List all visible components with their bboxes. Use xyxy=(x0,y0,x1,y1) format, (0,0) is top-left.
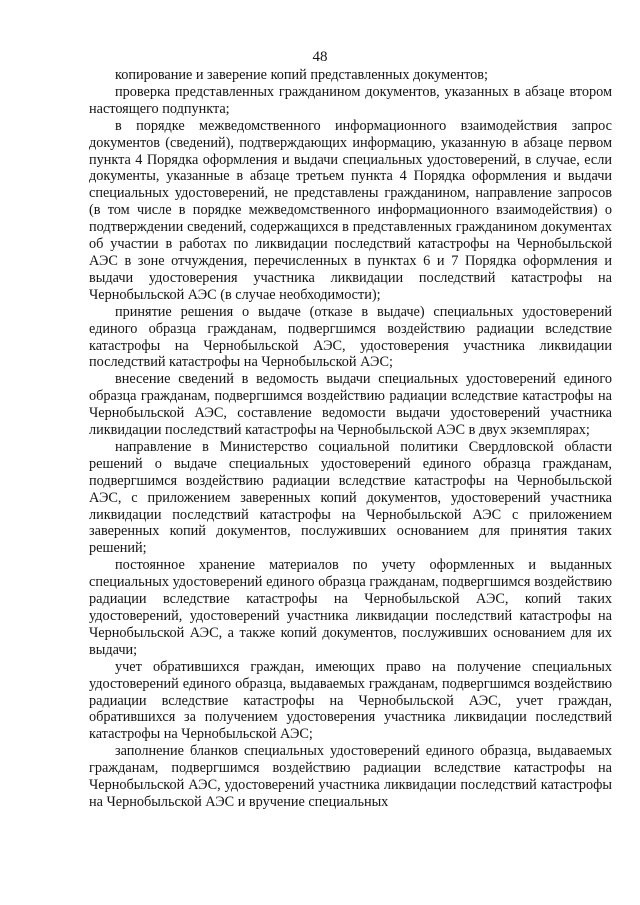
paragraph-8: учет обратившихся граждан, имеющих право на получение специальных удостоверений единого образца, выдаваемых гражданам, подвергшимся воздействию радиации вследствие катастрофы на Чернобыльской АЭС, учет граждан, обратившихся за получением удостоверения участника ликвидации последствий катастрофы на Чернобыльской АЭС; xyxy=(89,658,612,743)
paragraph-9: заполнение бланков специальных удостоверений единого образца, выдаваемых гражданам, подвергшимся воздействию радиации вследствие катастрофы на Чернобыльской АЭС, удостоверений участника ликвидации последствий катастрофы на Чернобыльской АЭС и вручение специальных xyxy=(89,743,612,810)
paragraph-2: проверка представленных гражданином документов, указанных в абзаце втором настоящего подпункта; xyxy=(89,83,612,117)
paragraph-5: внесение сведений в ведомость выдачи специальных удостоверений единого образца гражданам, подвергшимся воздействию радиации вследствие катастрофы на Чернобыльской АЭС, составление ведомости выдачи удостоверений участника ликвидации последствий катастрофы на Чернобыльской АЭС в двух экземплярах; xyxy=(89,371,612,439)
paragraph-4: принятие решения о выдаче (отказе в выдаче) специальных удостоверений единого образца гражданам, подвергшимся воздействию радиации вследствие катастрофы на Чернобыльской АЭС, удостоверения участника ликвидации последствий катастрофы на Чернобыльской АЭС; xyxy=(89,303,612,371)
paragraph-3: в порядке межведомственного информационного взаимодействия запрос документов (сведений), подтверждающих информацию, указанную в абзаце первом пункта 4 Порядка оформления и выдачи специальных удостоверений, в случае, если документы, указанные в абзаце третьем пункта 4 Порядка оформления и выдачи специальных удостоверений, не представлены гражданином, направление запросов (в том числе в порядке межведомственного информационного взаимодействия) о подтверждении сведений, содержащихся в представленных гражданином документах об участии в работах по ликвидации последствий катастрофы на Чернобыльской АЭС в зоне отчуждения, перечисленных в пунктах 6 и 7 Порядка оформления и выдачи удостоверения участника ликвидации последствий катастрофы на Чернобыльской АЭС (в случае необходимости); xyxy=(89,117,612,303)
page-number: 48 xyxy=(312,49,328,65)
paragraph-7: постоянное хранение материалов по учету оформленных и выданных специальных удостоверений единого образца гражданам, подвергшимся воздействию радиации вследствие катастрофы на Чернобыльской АЭС, копий таких удостоверений, удостоверений участника ликвидации последствий катастрофы на Чернобыльской АЭС, а также копий документов, послуживших основанием для их выдачи; xyxy=(89,557,612,658)
body-text xyxy=(89,67,612,811)
paragraph-1: копирование и заверение копий представленных документов; xyxy=(115,67,488,83)
paragraph-6: направление в Министерство социальной политики Свердловской области решений о выдаче специальных удостоверений единого образца гражданам, подвергшимся воздействию радиации вследствие катастрофы на Чернобыльской АЭС, с приложением заверенных копий документов, удостоверений участника ликвидации последствий катастрофы на Чернобыльской АЭС с приложением заверенных копий документов, послуживших основанием для принятия таких решений; xyxy=(89,438,612,557)
